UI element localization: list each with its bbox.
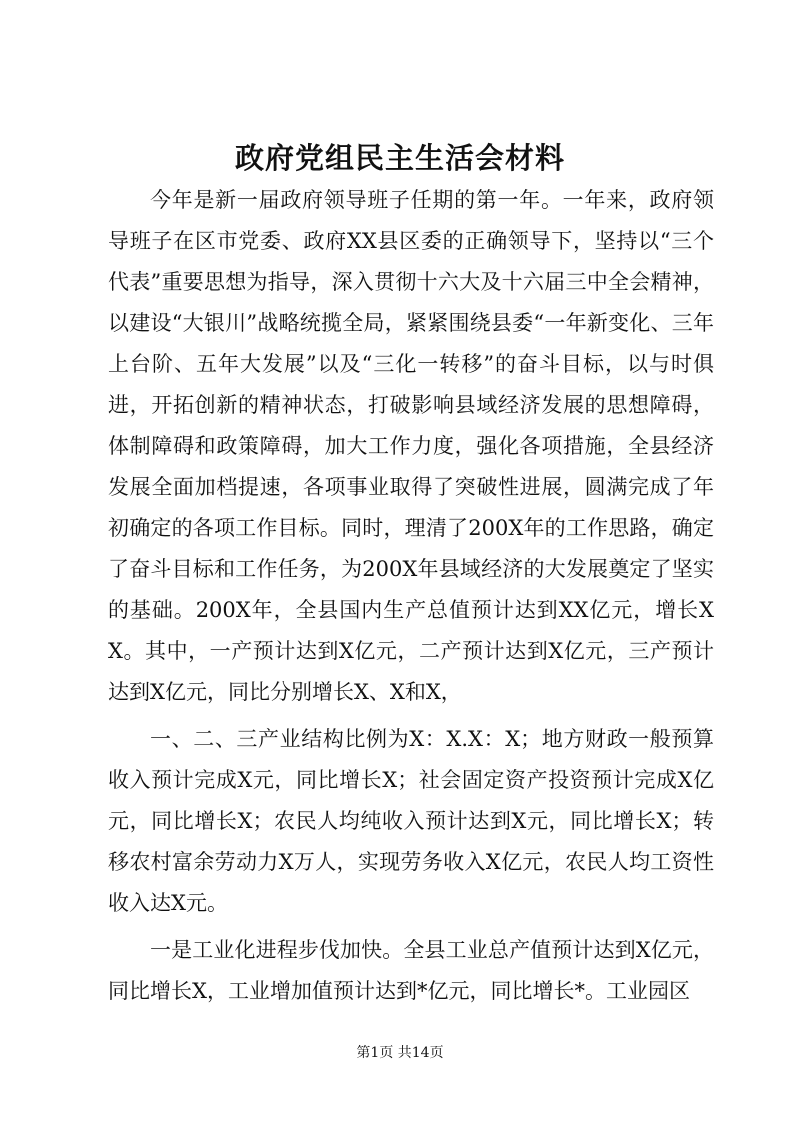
paragraph-1: 今年是新一届政府领导班子任期的第一年。一年来，政府领导班子在区市党委、政府XX县区委的正确领导下，坚持以“三个代表”重要思想为指导，深入贯彻十六大及十六届三中全会精神，以建设“大银川”战略统揽全局，紧紧围绕县委“一年新变化、三年上台阶、五年大发展”以及“三化一转移”的奋斗目标，以与时俱进，开拓创新的精神状态，打破影响县域经济发展的思想障碍，体制障碍和政策障碍，加大工作力度，强化各项措施，全县经济发展全面加档提速，各项事业取得了突破性进展，圆满完成了年初确定的各项工作目标。同时，理清了200X年的工作思路，确定了奋斗目标和工作任务，为200X年县域经济的大发展奠定了坚实的基础。200X年，全县国内生产总值预计达到XX亿元，增长XX。其中，一产预计达到X亿元，二产预计达到X亿元，三产预计达到X亿元，同比分别增长X、X和X，	[108, 188, 714, 704]
paragraph-3: 一是工业化进程步伐加快。全县工业总产值预计达到X亿元，同比增长X，工业增加值预计达到*亿元，同比增长*。工业园区	[108, 938, 714, 1003]
paragraph-2: 一、二、三产业结构比例为X：X.X：X；地方财政一般预算收入预计完成X元，同比增长X；社会固定资产投资预计完成X亿元，同比增长X；农民人均纯收入预计达到X元，同比增长X；转移农村富余劳动力X万人，实现劳务收入X亿元，农民人均工资性收入达X元。	[108, 727, 714, 915]
document-body	[108, 180, 714, 1012]
document-title: 政府党组民主生活会材料	[234, 141, 565, 175]
page-number-footer: 第1页 共14页	[356, 1045, 444, 1061]
